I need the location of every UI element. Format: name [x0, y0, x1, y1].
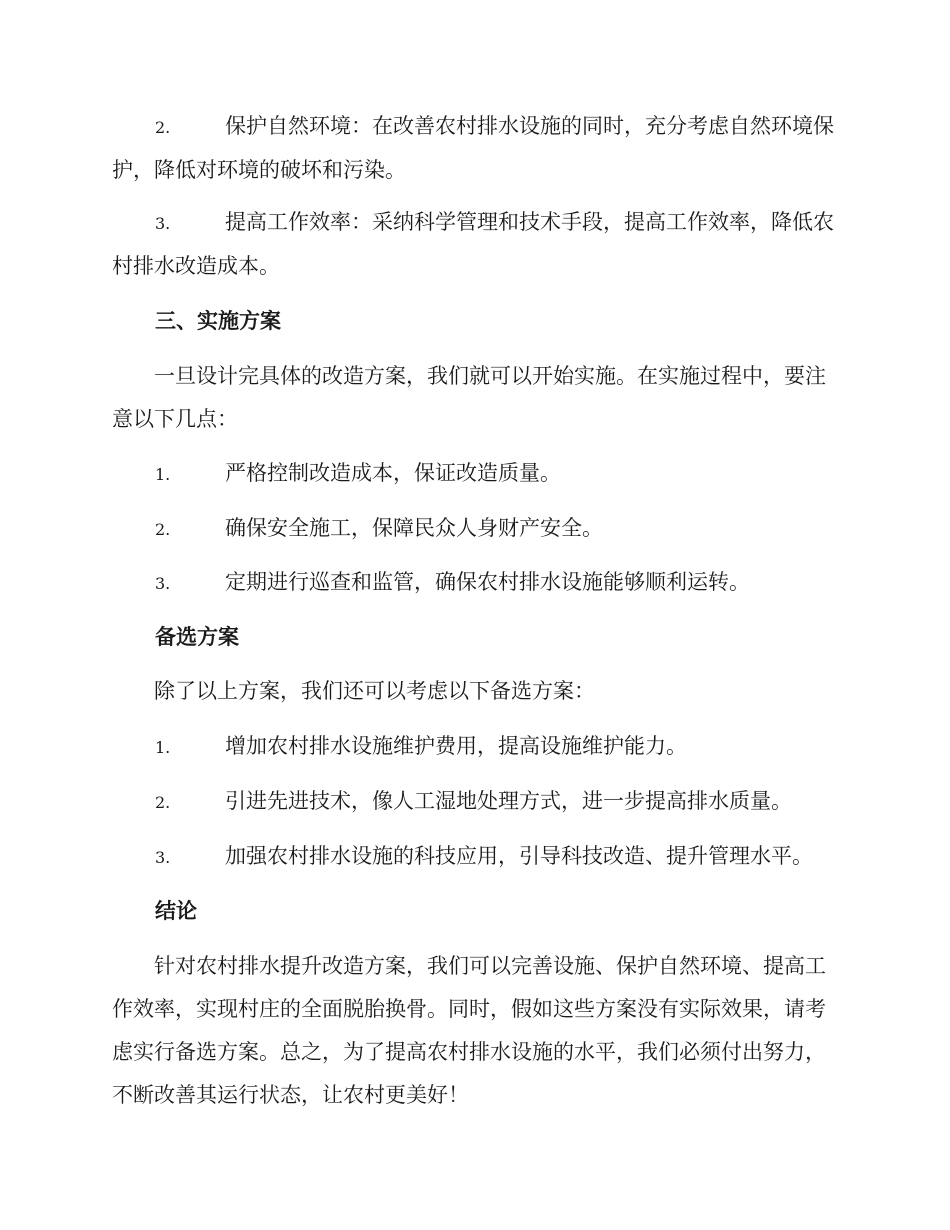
list-item-text: 严格控制改造成本，保证改造质量。 — [225, 461, 561, 485]
section-heading: 备选方案 — [155, 625, 239, 649]
list-item-text: 确保安全施工，保障民众人身财产安全。 — [225, 516, 603, 540]
list-number: 1. — [155, 738, 171, 757]
list-number: 2. — [155, 118, 171, 137]
list-number: 3. — [155, 214, 171, 233]
list-number: 2. — [155, 793, 171, 812]
list-item — [155, 507, 845, 551]
list-number: 1. — [155, 465, 171, 484]
paragraph: 一旦设计完具体的改造方案，我们就可以开始实施。在实施过程中，要注意以下几点： — [112, 364, 826, 431]
list-item — [155, 452, 845, 496]
list-item — [112, 105, 836, 192]
list-number: 3. — [155, 848, 171, 867]
list-item — [155, 561, 845, 605]
section-heading: 三、实施方案 — [155, 309, 281, 333]
list-item-text: 提高工作效率：采纳科学管理和技术手段，提高工作效率，降低农村排水改造成本。 — [112, 210, 834, 278]
list-item — [112, 201, 836, 288]
list-item-text: 增加农村排水设施维护费用，提高设施维护能力。 — [225, 734, 687, 758]
list-number: 2. — [155, 520, 171, 539]
list-item-text: 引进先进技术，像人工湿地处理方式，进一步提高排水质量。 — [225, 789, 792, 813]
list-item — [155, 725, 845, 769]
list-item — [155, 835, 845, 879]
paragraph: 除了以上方案，我们还可以考虑以下备选方案： — [154, 679, 595, 703]
list-item — [155, 780, 845, 824]
paragraph: 针对农村排水提升改造方案，我们可以完善设施、保护自然环境、提高工作效率，实现村庄的全面脱胎换骨。同时，假如这些方案没有实际效果，请考虑实行备选方案。总之，为了提高农村排水设施的水平，我们必须付出努力，不断改善其运行状态，让农村更美好！ — [112, 954, 826, 1107]
list-number: 3. — [155, 574, 171, 593]
list-item-text: 保护自然环境：在改善农村排水设施的同时，充分考虑自然环境保护，降低对环境的破坏和污染。 — [112, 114, 834, 182]
list-item-text: 加强农村排水设施的科技应用，引导科技改造、提升管理水平。 — [225, 844, 813, 868]
list-item-text: 定期进行巡查和监管，确保农村排水设施能够顺利运转。 — [225, 570, 750, 594]
section-heading: 结论 — [155, 899, 197, 923]
